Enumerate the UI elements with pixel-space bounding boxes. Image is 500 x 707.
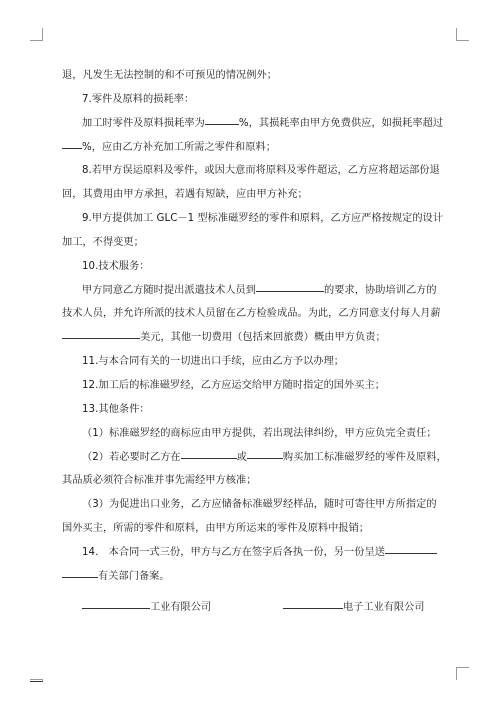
text-line <box>62 326 447 350</box>
text-span: 加工时零件及原料损耗率为 <box>82 117 205 129</box>
blank-field <box>205 123 239 125</box>
clause-heading <box>62 350 447 374</box>
text-span: 的要求，协助培训乙方的 <box>324 284 437 296</box>
text-line <box>62 183 447 207</box>
text-line <box>62 279 447 303</box>
text-span: 退，凡发生无法控制的和不可预见的情况例外； <box>62 70 277 81</box>
clause-heading <box>62 374 447 398</box>
clause-heading <box>62 255 447 279</box>
text-span: 其品质必须符合标准并事先需经甲方核准； <box>62 475 257 487</box>
clause-heading <box>62 207 447 231</box>
clause-heading <box>62 398 447 422</box>
text-line <box>62 136 447 160</box>
text-span: 有关部门备案。 <box>98 570 170 582</box>
crop-mark-top-left <box>30 28 43 41</box>
crop-mark-bottom-left <box>30 679 43 682</box>
text-span: （2）若必要时乙方在 <box>82 451 181 463</box>
blank-field <box>283 607 343 609</box>
text-span: %，其损耗率由甲方免费供应，如损耗率超过 <box>238 117 444 129</box>
document-body <box>62 64 447 620</box>
blank-field <box>62 147 82 149</box>
text-line <box>62 493 447 517</box>
text-span: 加工，不得变更； <box>62 236 144 248</box>
blank-field <box>181 457 237 459</box>
blank-field <box>256 290 324 292</box>
text-span: 或 <box>236 451 247 463</box>
text-line <box>62 422 447 446</box>
crop-mark-bottom-right <box>456 667 469 680</box>
text-span: %，应由乙方补充加工所需之零件和原料； <box>82 141 277 153</box>
text-line <box>62 517 447 541</box>
text-span: 8.若甲方误运原料及零件，或因大意而将原料及零件超运，乙方应将超运部份退 <box>82 165 440 177</box>
text-line <box>62 565 447 589</box>
text-span: 9.甲方提供加工 GLC－1 型标准磁罗经的零件和原料，乙方应严格按规定的设计 <box>82 213 444 225</box>
party-b-name: 电子工业有限公司 <box>343 601 425 613</box>
blank-field <box>62 576 98 578</box>
clause-heading <box>62 541 447 565</box>
clause-heading <box>62 88 447 112</box>
text-line <box>62 302 447 326</box>
text-span: 12.加工后的标准磁罗经，乙方应运交给甲方随时指定的国外买主； <box>82 379 385 391</box>
text-span: 美元，其他一切费用（包括来回旅费）概由甲方负责； <box>140 332 386 344</box>
blank-field <box>385 552 437 554</box>
text-span: 10.技术服务： <box>82 260 150 272</box>
text-span: 13.其他条件： <box>82 403 150 415</box>
crop-mark-top-right <box>456 28 469 41</box>
text-span: （3）为促进出口业务，乙方应储备标准磁罗经样品，随时可寄往甲方所指定的 <box>82 499 437 511</box>
text-span: 国外买主，所需的零件和原料，由甲方所运来的零件及原料中报销； <box>62 523 370 535</box>
party-a-signature <box>82 596 211 620</box>
text-span: 购买加工标准磁罗经的零件及原料， <box>282 451 447 463</box>
clause-heading <box>62 159 447 183</box>
text-span: 14. 本合同一式三份，甲方与乙方在签字后各执一份，另一份呈送 <box>82 546 385 558</box>
text-line <box>62 446 447 470</box>
text-span: 7.零件及原料的损耗率： <box>82 93 195 105</box>
text-span: （1）标准磁罗经的商标应由甲方提供，若出现法律纠纷，甲方应负完全责任； <box>82 427 437 439</box>
text-span: 11.与本合同有关的一切进出口手续，应由乙方予以办理； <box>82 356 345 368</box>
blank-field <box>247 457 283 459</box>
blank-field <box>62 337 140 339</box>
signature-block <box>62 596 447 620</box>
text-line <box>62 469 447 493</box>
text-line <box>62 112 447 136</box>
party-b-signature <box>283 596 425 620</box>
text-line <box>62 64 447 88</box>
text-span: 甲方同意乙方随时提出派遣技术人员到 <box>82 284 257 296</box>
text-span: 技术人员，并允许所派的技术人员留在乙方检验成品。为此，乙方同意支付每人月薪 <box>62 308 441 320</box>
blank-field <box>82 607 150 609</box>
text-span: 回，其费用由甲方承担，若遇有短缺，应由甲方补充； <box>62 189 308 201</box>
text-line <box>62 231 447 255</box>
party-a-name: 工业有限公司 <box>150 601 212 613</box>
